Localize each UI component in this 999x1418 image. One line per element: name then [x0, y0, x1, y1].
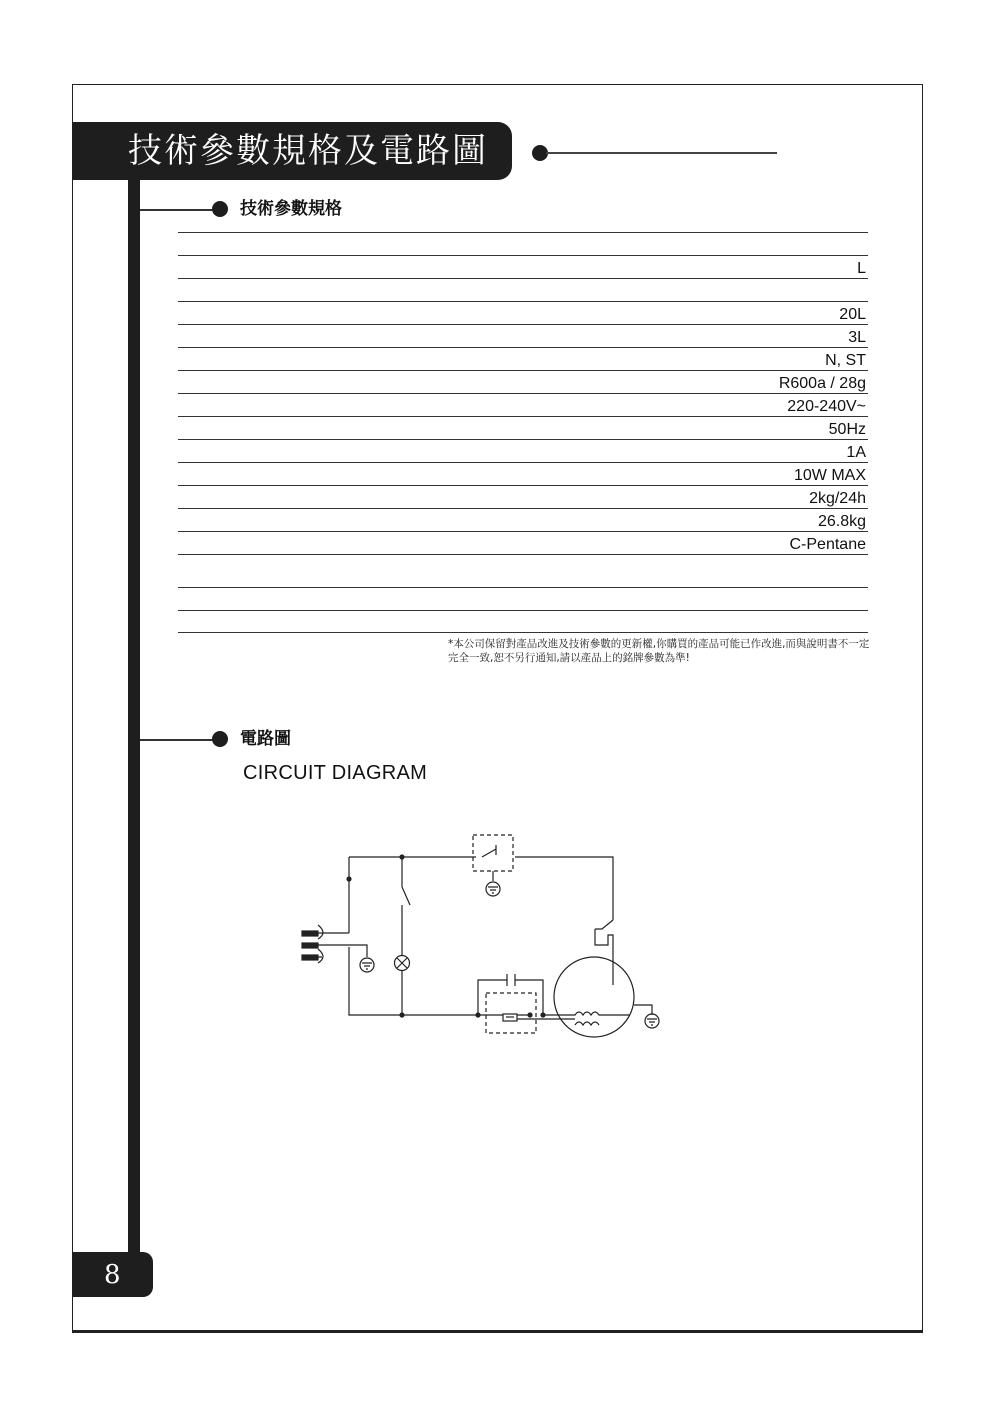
spec-row: [178, 554, 868, 588]
spec-value: 3L: [848, 329, 866, 346]
spec-row: [178, 632, 868, 633]
spec-row: [178, 347, 868, 371]
junction-dot: [476, 1013, 480, 1017]
spec-row: [178, 370, 868, 394]
spec-value: 1A: [846, 444, 866, 461]
circuit-section-bullet: [212, 731, 228, 747]
spec-value: 26.8kg: [817, 513, 866, 530]
capacitor-symbol: [478, 974, 543, 1015]
spec-value: C-Pentane: [789, 536, 866, 553]
junction-dot: [528, 1013, 532, 1017]
ground-symbol: [360, 958, 374, 972]
spec-section-rule: [140, 209, 216, 211]
junction-dot: [400, 1013, 404, 1017]
spec-row: [178, 232, 868, 256]
spec-value: 10W MAX: [793, 467, 866, 484]
spec-row: [178, 462, 868, 486]
page-number: 8: [104, 1260, 121, 1290]
ground-symbol: [645, 1014, 659, 1028]
junction-dot: [347, 877, 351, 881]
spec-row: [178, 324, 868, 348]
circuit-diagram: [290, 825, 670, 1050]
circuit-subtitle: CIRCUIT DIAGRAM: [243, 762, 428, 784]
spec-row: [178, 255, 868, 279]
junction-dot: [541, 1013, 545, 1017]
bottom-rule: [72, 1330, 923, 1333]
spec-row: [178, 610, 868, 633]
spec-row: [178, 301, 868, 325]
spec-value: 50Hz: [828, 421, 866, 438]
page-title: 技術參數規格及電路圖: [128, 131, 488, 171]
spec-row: [178, 508, 868, 532]
circuit-section-title: 電路圖: [240, 729, 291, 749]
spec-value: 20L: [839, 306, 866, 323]
spec-value: N, ST: [825, 352, 866, 369]
thermostat-switch: [482, 845, 496, 857]
junction-dot: [400, 855, 404, 859]
spec-row: [178, 439, 868, 463]
circuit-section-rule: [140, 739, 216, 741]
spec-value: 2kg/24h: [809, 490, 866, 507]
compressor-symbol: [530, 957, 634, 1037]
side-bar: [128, 180, 140, 1260]
spec-row: [178, 531, 868, 555]
disclaimer-note: *本公司保留對產品改進及技術參數的更新權,你購買的產品可能已作改進,而與說明書不一定完全一致,恕不另行通知,請以產品上的銘牌參數為準!: [448, 638, 870, 664]
spec-row: [178, 393, 868, 417]
spec-row: [178, 587, 868, 611]
spec-section-title: 技術參數規格: [240, 199, 342, 219]
spec-row: [178, 485, 868, 509]
title-rule: [546, 152, 777, 154]
spec-value: R600a / 28g: [778, 375, 866, 392]
door-switch: [402, 887, 410, 905]
lamp-symbol: [395, 956, 410, 971]
spec-row: [178, 416, 868, 440]
overload-protector-symbol: [595, 920, 613, 975]
power-plug-symbol: [302, 925, 367, 963]
spec-section-bullet: [212, 201, 228, 217]
wire-top: [349, 857, 613, 920]
ground-symbol: [486, 882, 500, 896]
wire-left-lower: [349, 947, 478, 1015]
thermostat-box: [473, 835, 513, 871]
spec-value: 220-240V~: [787, 398, 866, 415]
spec-value: L: [857, 260, 866, 277]
spec-row: [178, 278, 868, 302]
